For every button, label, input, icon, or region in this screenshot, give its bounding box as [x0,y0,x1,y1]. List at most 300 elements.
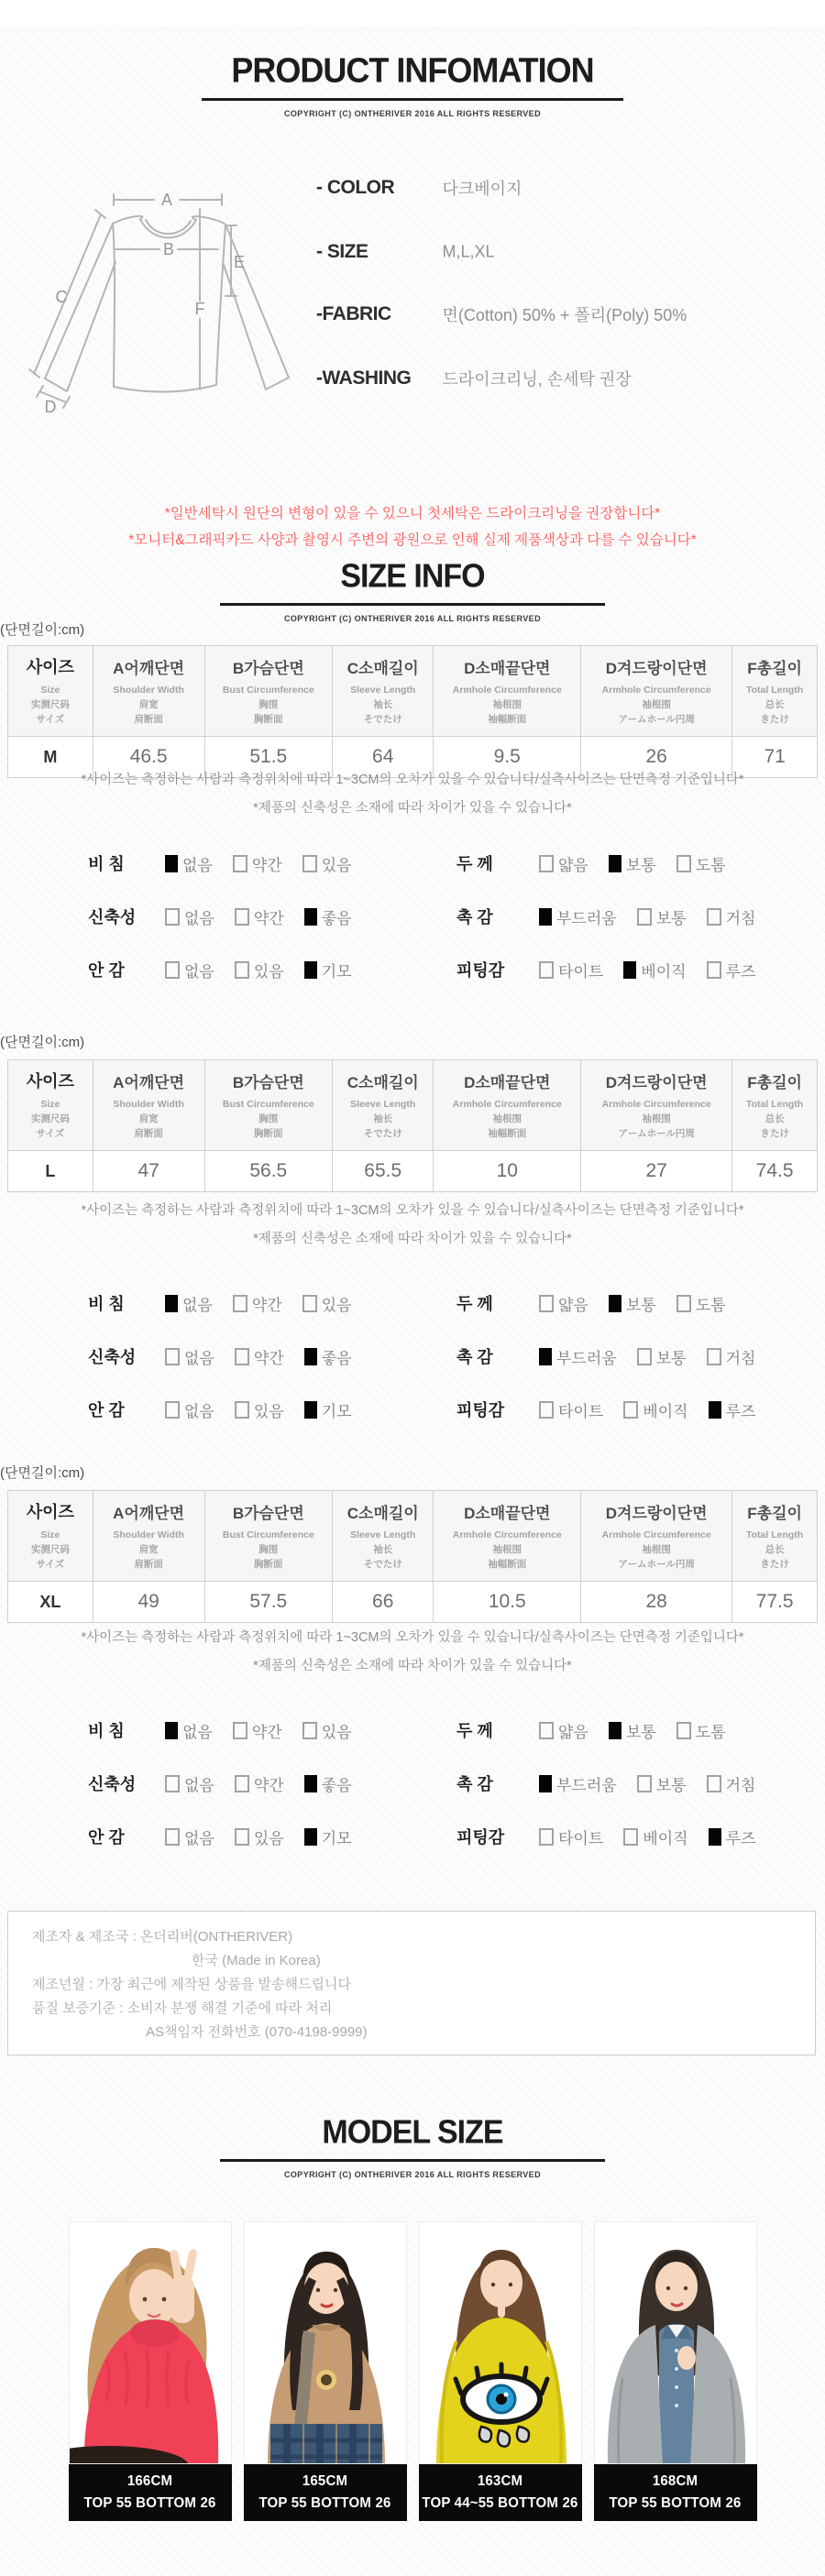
option [539,959,603,981]
option-row-label: 두 께 [456,1295,493,1313]
size-cell: XL [8,1582,94,1623]
model-top-bottom: TOP 55 BOTTOM 26 [258,2494,391,2512]
detail-value: 면(Cotton) 50% + 폴리(Poly) 50% [442,306,688,324]
option [302,1292,352,1315]
col-header-size: 사이즈 Size 实测尺码 サイズ [8,1060,94,1151]
product-details [0,174,825,431]
diagram-label-b: B [162,240,175,258]
size-table-l [7,1059,818,1192]
option-row-label: 안 감 [88,1828,125,1847]
option [676,1292,726,1315]
garment-measure-diagram [26,189,293,414]
option-row [88,852,372,874]
option-label: 거침 [725,909,756,927]
col-header-sleeve: C소매길이 Sleeve Length 袖长 そでたけ [333,1491,434,1582]
checkbox-icon [539,1722,554,1739]
option [539,852,588,875]
note-line: *사이즈는 측정하는 사람과 측정위치에 따라 1~3CM의 오차가 있을 수 있습니다/실측사이즈는 단면측정 기준입니다* [81,773,744,787]
col-header-armhole: D겨드랑이단면 Armhole Circumference 袖根围 アームホール円周 [581,1491,732,1582]
checkbox-icon [302,855,317,872]
top-white-band [0,0,825,26]
option [304,1772,352,1795]
detail-row-color [316,176,522,200]
value-cell: 65.5 [333,1151,434,1192]
option-row [88,1398,372,1420]
copyright-text: COPYRIGHT (C) ONTHERIVER 2016 ALL RIGHTS RESERVED [284,2170,541,2179]
col-header-sleeve: C소매길이 Sleeve Length 袖长 そでたけ [333,646,434,737]
checkbox-icon [302,1295,317,1312]
option [165,905,214,928]
option-row [88,1292,372,1314]
checkbox-icon [623,1828,638,1846]
value-cell: 49 [93,1582,204,1623]
model-illustration-tan-sweater [245,2222,407,2464]
col-header-bust: B가슴단면 Bust Circumference 胸围 胸断面 [204,1060,333,1151]
col-header-bust: B가슴단면 Bust Circumference 胸围 胸断面 [204,1491,333,1582]
option-label: 없음 [182,1296,213,1314]
option-label: 베이직 [643,1829,688,1847]
model-size-header [0,2115,825,2179]
option-row [456,1345,776,1367]
checkbox-icon [609,1722,622,1739]
option-row [88,905,372,927]
detail-label: -WASHING [316,367,412,389]
option [302,1719,352,1742]
col-header-sleeve: C소매길이 Sleeve Length 袖长 そでたけ [333,1060,434,1151]
mfr-line: 제조년월 : 가장 최근에 제작된 상품을 발송해드립니다 [32,1977,351,1992]
value-cell: 46.5 [93,737,204,778]
option-row-label: 비 침 [88,1295,125,1313]
option-label: 얇음 [558,1723,588,1741]
option [709,1825,756,1848]
size-cell: M [8,737,94,778]
option-row-label: 신축성 [88,1775,137,1793]
copyright-text: COPYRIGHT (C) ONTHERIVER 2016 ALL RIGHTS RESERVED [284,614,541,623]
checkbox-icon [235,1348,249,1365]
option-label: 있음 [321,1296,352,1314]
checkbox-icon [609,1295,622,1312]
model-illustration-coral-sweater [70,2222,232,2464]
col-header-bust: B가슴단면 Bust Circumference 胸围 胸断面 [204,646,333,737]
option [165,1292,213,1315]
option [304,1345,352,1368]
option [165,852,213,875]
option [165,959,214,981]
model-cards [0,2221,825,2521]
value-cell: 74.5 [732,1151,818,1192]
option-row-label: 안 감 [88,961,125,980]
value-cell: 77.5 [732,1582,818,1623]
model-photo [594,2221,757,2464]
option-label: 없음 [184,962,214,981]
value-cell: 56.5 [204,1151,333,1192]
model-photo [244,2221,407,2464]
option [707,905,756,928]
option-row-label: 두 께 [456,855,493,873]
option-label: 없음 [184,1402,214,1420]
model-stat-bar [69,2464,232,2521]
section-title: MODEL SIZE [322,2114,503,2151]
option-label: 보통 [655,1776,687,1794]
checkbox-icon [165,1722,178,1739]
size-info-header [0,559,825,623]
col-header-cuff: D소매끝단면 Armhole Circumference 袖根围 袖幅断面 [434,1060,581,1151]
unit-note: (단면길이:cm) [0,1035,85,1050]
detail-value: M,L,XL [442,242,495,261]
checkbox-icon [165,1348,180,1365]
option-row-label: 촉 감 [456,908,493,926]
model-top-bottom: TOP 55 BOTTOM 26 [609,2494,742,2512]
option [165,1772,214,1795]
value-cell: 64 [333,737,434,778]
checkbox-icon [302,1722,317,1739]
detail-row-size [316,241,494,263]
checkbox-icon [235,1401,249,1419]
option-label: 기모 [321,962,352,981]
col-header-length: F총길이 Total Length 总长 きたけ [732,1491,818,1582]
col-header-length: F총길이 Total Length 总长 きたけ [732,646,818,737]
copyright-text: COPYRIGHT (C) ONTHERIVER 2016 ALL RIGHTS RESERVED [284,109,541,118]
checkbox-icon [707,1775,721,1792]
checkbox-icon [165,1775,180,1792]
value-cell: 47 [93,1151,204,1192]
option-label: 타이트 [558,962,604,981]
option [233,1292,282,1315]
detail-label: - COLOR [316,177,395,198]
option [709,1398,756,1421]
checkbox-icon [539,1401,554,1419]
col-header-size: 사이즈 Size 实测尺码 サイズ [8,1491,94,1582]
option-row [88,1825,372,1847]
option [235,1345,284,1368]
model-stat-bar [594,2464,757,2521]
model-card-1 [69,2221,232,2521]
mfr-line: AS책임자 전화번호 (070-4198-9999) [146,2024,368,2040]
note-line: *사이즈는 측정하는 사람과 측정위치에 따라 1~3CM의 오차가 있을 수 있습니다/실측사이즈는 단면측정 기준입니다* [81,1203,744,1218]
size-notes [0,1624,825,1681]
option-row [456,852,776,874]
table-row [8,1582,818,1623]
checkbox-icon [235,961,249,979]
mfr-line: 한국 (Made in Korea) [192,1953,321,1968]
detail-row-fabric [316,302,687,326]
option [609,1292,656,1315]
size-cell: L [8,1151,94,1192]
checkbox-icon [165,1828,180,1846]
col-header-size: 사이즈 Size 实测尺码 サイズ [8,646,94,737]
option-row-label: 피팅감 [456,1828,505,1847]
option-row [456,1292,776,1314]
col-header-cuff: D소매끝단면 Armhole Circumference 袖根围 袖幅断面 [434,646,581,737]
model-height: 168CM [652,2472,698,2490]
warning-line: *일반세탁시 원단의 변형이 있을 수 있으니 첫세탁은 드라이크리닝을 권장합니다* [164,506,661,521]
option [304,959,352,981]
option [233,852,282,875]
checkbox-icon [235,1828,249,1846]
option-row-label: 두 께 [456,1722,493,1740]
checkbox-icon [304,908,317,926]
checkbox-icon [165,855,178,872]
option-label: 약간 [253,1349,284,1367]
model-height: 165CM [302,2472,348,2490]
checkbox-icon [676,1295,691,1312]
unit-note: (단면길이:cm) [0,1465,85,1481]
option [539,1398,603,1421]
option-label: 도톰 [695,1296,726,1314]
option [235,1825,284,1848]
option-label: 얇음 [558,856,588,874]
checkbox-icon [233,855,248,872]
model-height: 163CM [477,2472,523,2490]
option-label: 보통 [625,1723,656,1741]
mfr-line: 제조자 & 제조국 : 온더리버(ONTHERIVER) [32,1929,293,1945]
checkbox-icon [304,1348,317,1365]
option [235,959,284,981]
option-row-label: 비 침 [88,855,125,873]
checkbox-icon [707,961,721,979]
option [609,1719,656,1742]
checkbox-icon [235,908,249,926]
title-underline [220,603,605,606]
checkbox-icon [707,908,721,926]
option [235,1398,284,1421]
note-line: *사이즈는 측정하는 사람과 측정위치에 따라 1~3CM의 오차가 있을 수 있습니다/실측사이즈는 단면측정 기준입니다* [81,1630,744,1645]
unit-note: (단면길이:cm) [0,622,85,638]
option [235,905,284,928]
option-label: 약간 [253,909,284,927]
detail-value: 드라이크리닝, 손세탁 권장 [442,370,632,389]
option [304,1825,352,1848]
option-label: 베이직 [641,962,687,981]
section-title: SIZE INFO [340,558,485,595]
option-label: 타이트 [558,1402,604,1420]
option-label: 베이직 [643,1402,688,1420]
option [623,959,686,981]
checkbox-icon [637,1348,652,1365]
checkbox-icon [539,1348,552,1365]
option [623,1398,688,1421]
option-label: 좋음 [321,909,352,927]
option [233,1719,282,1742]
checkbox-icon [304,1401,317,1419]
option-label: 없음 [184,909,214,927]
checkbox-icon [165,1401,180,1419]
checkbox-icon [304,1828,317,1846]
size-table-xl [7,1490,818,1623]
title-underline [220,2159,605,2162]
checkbox-icon [539,1775,552,1792]
option-label: 약간 [251,856,282,874]
option [637,1345,687,1368]
checkbox-icon [165,908,180,926]
option-row-label: 비 침 [88,1722,125,1740]
mfr-line: 품질 보증기준 : 소비자 분쟁 해결 기준에 따라 처리 [32,2001,333,2016]
option-label: 보통 [655,909,687,927]
detail-value: 다크베이지 [442,180,522,198]
option-label: 없음 [182,856,213,874]
checkbox-icon [623,961,636,979]
option-label: 도톰 [695,856,726,874]
model-illustration-grey-cardigan [595,2222,757,2464]
page-title: PRODUCT INFOMATION [231,49,594,90]
option [539,1772,617,1795]
option [609,852,656,875]
diagram-label-d: D [44,398,57,414]
option-label: 약간 [251,1296,282,1314]
option-label: 타이트 [558,1829,604,1847]
option-row [456,905,776,927]
option-label: 부드러움 [556,909,617,927]
option-label: 부드러움 [556,1776,617,1794]
col-header-armhole: D겨드랑이단면 Armhole Circumference 袖根围 アームホール円周 [581,646,732,737]
option-row-label: 신축성 [88,1348,137,1366]
option [707,959,756,981]
fabric-option-block-l [0,1292,825,1452]
option-row-label: 피팅감 [456,961,505,980]
checkbox-icon [623,1401,638,1419]
checkbox-icon [539,1295,554,1312]
diagram-label-c: C [55,288,68,306]
value-cell: 71 [732,737,818,778]
option-row-label: 신축성 [88,908,137,926]
size-notes [0,766,825,823]
option-row [456,959,776,981]
option-label: 좋음 [321,1349,352,1367]
option-row [456,1398,776,1420]
option-label: 없음 [182,1723,213,1741]
model-card-2 [244,2221,407,2521]
product-info-header [0,51,825,118]
fabric-option-block-m [0,852,825,1013]
option [637,1772,687,1795]
diagram-label-a: A [160,191,173,209]
option-label: 약간 [253,1776,284,1794]
checkbox-icon [235,1775,249,1792]
option-row-label: 촉 감 [456,1775,493,1793]
col-header-shoulder: A어깨단면 Shoulder Width 肩宽 肩断面 [93,646,204,737]
option-row [88,1345,372,1367]
checkbox-icon [304,961,317,979]
option-label: 기모 [321,1829,352,1847]
care-warnings [0,500,825,554]
option-row-label: 안 감 [88,1401,125,1420]
option-label: 있음 [321,856,352,874]
col-header-shoulder: A어깨단면 Shoulder Width 肩宽 肩断面 [93,1491,204,1582]
option [539,905,617,928]
col-header-length: F총길이 Total Length 总长 きたけ [732,1060,818,1151]
option [707,1772,756,1795]
value-cell: 10 [434,1151,581,1192]
value-cell: 28 [581,1582,732,1623]
model-height: 166CM [126,2472,173,2490]
option-label: 약간 [251,1723,282,1741]
title-underline [202,98,623,101]
model-photo [419,2221,582,2464]
option [623,1825,688,1848]
option-label: 있음 [253,1402,284,1420]
option-label: 있음 [321,1723,352,1741]
option-label: 루즈 [725,962,756,981]
checkbox-icon [165,961,180,979]
model-stat-bar [244,2464,407,2521]
option [676,852,726,875]
note-line: *제품의 신축성은 소재에 따라 차이가 있을 수 있습니다* [253,1232,572,1246]
note-line: *제품의 신축성은 소재에 따라 차이가 있을 수 있습니다* [253,1659,572,1673]
option [302,852,352,875]
option-label: 있음 [253,1829,284,1847]
option-label: 없음 [184,1349,214,1367]
detail-label: -FABRIC [316,303,391,324]
option-row-label: 피팅감 [456,1401,505,1420]
checkbox-icon [676,855,691,872]
option [304,905,352,928]
checkbox-icon [233,1295,248,1312]
fabric-option-block-xl [0,1719,825,1880]
size-table-m [7,645,818,778]
option [539,1825,603,1848]
value-cell: 10.5 [434,1582,581,1623]
option-label: 거침 [725,1349,756,1367]
value-cell: 51.5 [204,737,333,778]
option [165,1398,214,1421]
col-header-shoulder: A어깨단면 Shoulder Width 肩宽 肩断面 [93,1060,204,1151]
option [637,905,687,928]
option-label: 보통 [625,1296,656,1314]
option-row [88,1719,372,1741]
checkbox-icon [539,855,554,872]
value-cell: 9.5 [434,737,581,778]
note-line: *제품의 신축성은 소재에 따라 차이가 있을 수 있습니다* [253,801,572,816]
checkbox-icon [539,961,554,979]
checkbox-icon [709,1401,721,1419]
option [304,1398,352,1421]
option [165,1719,213,1742]
manufacturer-info-box [7,1911,816,2055]
warning-line: *모니터&그래픽카드 사양과 촬영시 주변의 광원으로 인해 실제 제품색상과 다를 수 있습니다* [128,532,697,548]
option [676,1719,726,1742]
option [539,1292,588,1315]
checkbox-icon [707,1348,721,1365]
option-label: 없음 [184,1776,214,1794]
value-cell: 26 [581,737,732,778]
model-card-3 [419,2221,582,2521]
option-row [456,1825,776,1847]
value-cell: 27 [581,1151,732,1192]
checkbox-icon [539,1828,554,1846]
checkbox-icon [165,1295,178,1312]
checkbox-icon [676,1722,691,1739]
option-row [88,1772,372,1794]
value-cell: 57.5 [204,1582,333,1623]
col-header-armhole: D겨드랑이단면 Armhole Circumference 袖根围 アームホール円周 [581,1060,732,1151]
col-header-cuff: D소매끝단면 Armhole Circumference 袖根围 袖幅断面 [434,1491,581,1582]
checkbox-icon [709,1828,721,1846]
detail-label: - SIZE [316,241,368,262]
model-stat-bar [419,2464,582,2521]
model-photo [69,2221,232,2464]
option-row [88,959,372,981]
model-card-4 [594,2221,757,2521]
option-label: 부드러움 [556,1349,617,1367]
checkbox-icon [637,1775,652,1792]
checkbox-icon [304,1775,317,1792]
option-label: 루즈 [725,1829,756,1847]
model-top-bottom: TOP 55 BOTTOM 26 [83,2494,216,2512]
option-row-label: 촉 감 [456,1348,493,1366]
checkbox-icon [539,908,552,926]
option [165,1345,214,1368]
diagram-label-f: F [194,300,205,318]
